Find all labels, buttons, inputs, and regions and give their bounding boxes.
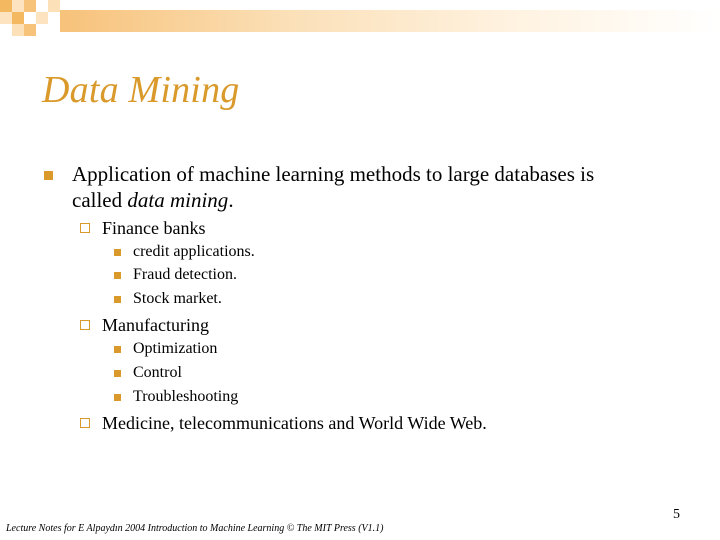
intro-suffix: . <box>228 188 234 212</box>
deco-square <box>24 0 36 12</box>
slide-title: Data Mining <box>42 69 240 111</box>
bullet-hollow-square-icon <box>80 223 90 233</box>
deco-square <box>12 24 24 36</box>
header-decoration <box>0 0 720 48</box>
page-number: 5 <box>673 507 680 522</box>
intro-line-2 <box>72 186 234 214</box>
bullet-square-icon <box>114 296 121 303</box>
bullet-hollow-square-icon <box>80 418 90 428</box>
deco-square <box>0 12 12 24</box>
bullet-square-icon <box>44 171 53 180</box>
intro-prefix: called <box>72 188 128 212</box>
bullet-square-icon <box>114 249 121 256</box>
deco-square <box>12 0 24 12</box>
deco-square <box>36 12 48 24</box>
header-gradient-bar <box>60 10 720 32</box>
list-item: Troubleshooting <box>133 388 239 405</box>
bullet-square-icon <box>114 272 121 279</box>
intro-line-1: Application of machine learning methods to large databases is <box>72 162 595 186</box>
bullet-square-icon <box>114 394 121 401</box>
list-item: Stock market. <box>133 290 222 307</box>
group-label: Medicine, telecommunications and World Wide Web. <box>102 413 487 433</box>
list-item: Optimization <box>133 340 218 357</box>
bullet-square-icon <box>114 346 121 353</box>
deco-square <box>0 0 12 12</box>
deco-square <box>48 0 60 12</box>
intro-emphasis: data mining <box>127 188 229 212</box>
group-label: Finance banks <box>102 218 206 238</box>
deco-square <box>12 12 24 24</box>
list-item: credit applications. <box>133 243 255 260</box>
footer-credit: Lecture Notes for E Alpaydın 2004 Introduction to Machine Learning © The MIT Press (V1.1) <box>6 523 384 534</box>
deco-square <box>24 24 36 36</box>
bullet-hollow-square-icon <box>80 320 90 330</box>
list-item: Fraud detection. <box>133 266 237 283</box>
list-item: Control <box>133 364 182 381</box>
bullet-square-icon <box>114 370 121 377</box>
group-label: Manufacturing <box>102 315 209 335</box>
